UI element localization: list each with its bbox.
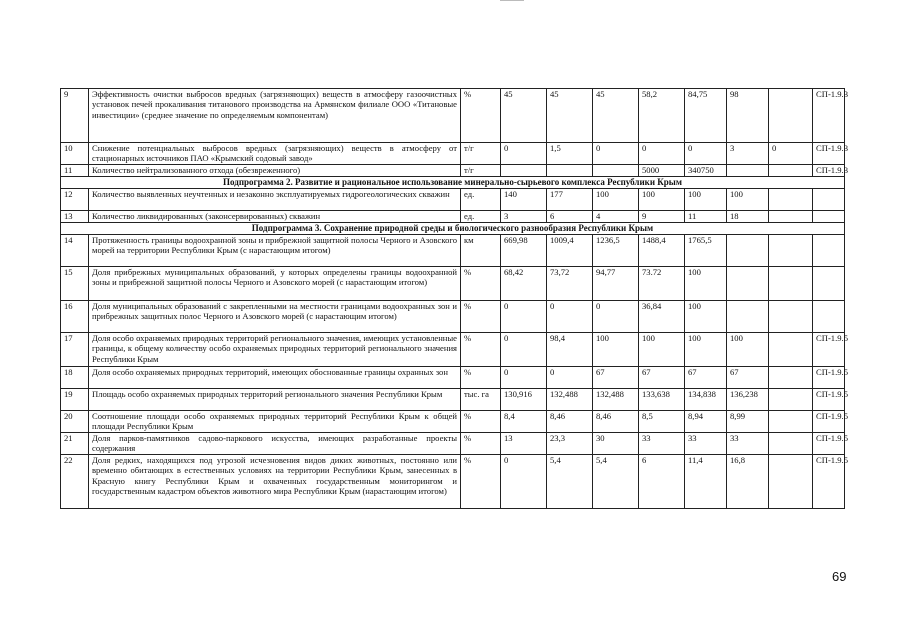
subprogram-title: Подпрограмма 2. Развитие и рациональное использование минерально-сырьевого комплекса Республики Крым bbox=[61, 176, 845, 188]
value-cell bbox=[769, 332, 813, 366]
value-cell: 100 bbox=[593, 332, 639, 366]
value-cell: 67 bbox=[685, 366, 727, 388]
row-number-cell: 22 bbox=[61, 454, 89, 508]
value-cell: 3 bbox=[501, 210, 547, 222]
table-row bbox=[61, 143, 845, 165]
table-row bbox=[61, 234, 845, 266]
value-cell: 30 bbox=[593, 432, 639, 454]
indicator-name-cell: Доля особо охраняемых природных территорий, имеющих обоснованные границы охранных зон bbox=[89, 366, 461, 388]
value-cell: 5000 bbox=[639, 164, 685, 176]
value-cell: 16,8 bbox=[727, 454, 769, 508]
value-cell bbox=[727, 266, 769, 300]
scan-mark bbox=[500, 0, 524, 1]
value-cell: 1009,4 bbox=[547, 234, 593, 266]
value-cell: 0 bbox=[639, 143, 685, 165]
value-cell: 0 bbox=[501, 143, 547, 165]
row-number-cell: 9 bbox=[61, 89, 89, 143]
value-cell bbox=[501, 164, 547, 176]
indicator-name-cell: Снижение потенциальных выбросов вредных (загрязняющих) веществ в атмосферу от стационарных источников ПАО «Крымский содовый завод» bbox=[89, 143, 461, 165]
value-cell: 0 bbox=[501, 332, 547, 366]
row-number-cell: 20 bbox=[61, 410, 89, 432]
value-cell: 132,488 bbox=[593, 388, 639, 410]
value-cell bbox=[769, 210, 813, 222]
reference-cell bbox=[813, 210, 845, 222]
subprogram-header-row bbox=[61, 176, 845, 188]
value-cell bbox=[769, 234, 813, 266]
value-cell: 140 bbox=[501, 188, 547, 210]
value-cell: 33 bbox=[727, 432, 769, 454]
value-cell: 0 bbox=[501, 454, 547, 508]
value-cell: 0 bbox=[593, 143, 639, 165]
table-row bbox=[61, 210, 845, 222]
value-cell: 0 bbox=[685, 143, 727, 165]
value-cell: 5,4 bbox=[593, 454, 639, 508]
value-cell: 132,488 bbox=[547, 388, 593, 410]
value-cell: 6 bbox=[639, 454, 685, 508]
table-row bbox=[61, 388, 845, 410]
value-cell: 133,638 bbox=[639, 388, 685, 410]
row-number-cell: 14 bbox=[61, 234, 89, 266]
unit-cell: % bbox=[461, 89, 501, 143]
value-cell: 58,2 bbox=[639, 89, 685, 143]
value-cell: 36,84 bbox=[639, 300, 685, 332]
value-cell: 98,4 bbox=[547, 332, 593, 366]
value-cell: 23,3 bbox=[547, 432, 593, 454]
value-cell: 18 bbox=[727, 210, 769, 222]
value-cell: 13 bbox=[501, 432, 547, 454]
row-number-cell: 18 bbox=[61, 366, 89, 388]
table-row bbox=[61, 300, 845, 332]
reference-cell: СП-1.9.5 bbox=[813, 454, 845, 508]
value-cell bbox=[769, 164, 813, 176]
table-row bbox=[61, 410, 845, 432]
reference-cell bbox=[813, 234, 845, 266]
value-cell: 100 bbox=[727, 188, 769, 210]
table-row bbox=[61, 366, 845, 388]
row-number-cell: 10 bbox=[61, 143, 89, 165]
subprogram-title: Подпрограмма 3. Сохранение природной среды и биологического разнообразия Республики Крым bbox=[61, 222, 845, 234]
unit-cell: % bbox=[461, 332, 501, 366]
unit-cell: % bbox=[461, 410, 501, 432]
subprogram-header-row bbox=[61, 222, 845, 234]
value-cell: 100 bbox=[727, 332, 769, 366]
value-cell bbox=[769, 410, 813, 432]
value-cell: 73,72 bbox=[547, 266, 593, 300]
value-cell: 669,98 bbox=[501, 234, 547, 266]
reference-cell: СП-1.9.3 bbox=[813, 164, 845, 176]
value-cell: 67 bbox=[639, 366, 685, 388]
value-cell: 84,75 bbox=[685, 89, 727, 143]
value-cell bbox=[769, 188, 813, 210]
value-cell: 45 bbox=[547, 89, 593, 143]
table-row bbox=[61, 188, 845, 210]
value-cell: 33 bbox=[685, 432, 727, 454]
unit-cell: т/г bbox=[461, 143, 501, 165]
reference-cell: СП-1.9.5 bbox=[813, 388, 845, 410]
row-number-cell: 17 bbox=[61, 332, 89, 366]
unit-cell: тыс. га bbox=[461, 388, 501, 410]
row-number-cell: 12 bbox=[61, 188, 89, 210]
reference-cell bbox=[813, 266, 845, 300]
indicator-name-cell: Доля парков-памятников садово-паркового искусства, имеющих разработанные проекты содержания bbox=[89, 432, 461, 454]
reference-cell: СП-1.9.3 bbox=[813, 143, 845, 165]
page-number: 69 bbox=[832, 569, 847, 584]
indicator-name-cell: Соотношение площади особо охраняемых природных территорий Республики Крым к общей площади Республики Крым bbox=[89, 410, 461, 432]
value-cell: 67 bbox=[593, 366, 639, 388]
unit-cell: ед. bbox=[461, 210, 501, 222]
value-cell: 11 bbox=[685, 210, 727, 222]
indicator-name-cell: Количество выявленных неучтенных и незаконно эксплуатируемых гидрогеологических скважин bbox=[89, 188, 461, 210]
indicators-table bbox=[60, 88, 848, 509]
row-number-cell: 11 bbox=[61, 164, 89, 176]
value-cell: 8,99 bbox=[727, 410, 769, 432]
value-cell: 177 bbox=[547, 188, 593, 210]
value-cell bbox=[727, 234, 769, 266]
value-cell: 8,46 bbox=[593, 410, 639, 432]
value-cell: 0 bbox=[501, 366, 547, 388]
value-cell: 11,4 bbox=[685, 454, 727, 508]
value-cell: 134,838 bbox=[685, 388, 727, 410]
table-row bbox=[61, 164, 845, 176]
value-cell: 67 bbox=[727, 366, 769, 388]
value-cell: 0 bbox=[593, 300, 639, 332]
indicator-name-cell: Доля прибрежных муниципальных образований, у которых определены границы водоохранной зоны и прибрежной защитной полосы Черного и Азовского морей (с нарастающим итогом) bbox=[89, 266, 461, 300]
value-cell: 0 bbox=[547, 366, 593, 388]
value-cell bbox=[769, 300, 813, 332]
reference-cell: СП-1.9.5 bbox=[813, 432, 845, 454]
value-cell: 45 bbox=[501, 89, 547, 143]
indicator-name-cell: Эффективность очистки выбросов вредных (загрязняющих) веществ в атмосферу газоочистных установок печей прокаливания титанового производства на Армянском филиале ООО «Титановые инвестиции» (среднее значение по определяемым компонентам) bbox=[89, 89, 461, 143]
reference-cell: СП-1.9.5 bbox=[813, 410, 845, 432]
row-number-cell: 21 bbox=[61, 432, 89, 454]
indicator-name-cell: Доля особо охраняемых природных территорий регионального значения, имеющих установленные границы, к общему количеству особо охраняемых природных территорий регионального значения Республики Крым bbox=[89, 332, 461, 366]
value-cell: 5,4 bbox=[547, 454, 593, 508]
value-cell: 33 bbox=[639, 432, 685, 454]
value-cell: 100 bbox=[639, 188, 685, 210]
value-cell: 100 bbox=[639, 332, 685, 366]
reference-cell bbox=[813, 300, 845, 332]
table-row bbox=[61, 89, 845, 143]
value-cell bbox=[547, 164, 593, 176]
indicator-name-cell: Доля муниципальных образований с закрепленными на местности границами водоохранных зон и прибрежных защитных полос Черного и Азовского морей (с нарастающим итогом) bbox=[89, 300, 461, 332]
value-cell: 100 bbox=[685, 332, 727, 366]
value-cell bbox=[727, 164, 769, 176]
value-cell: 98 bbox=[727, 89, 769, 143]
value-cell: 0 bbox=[769, 143, 813, 165]
value-cell: 8,46 bbox=[547, 410, 593, 432]
value-cell: 0 bbox=[547, 300, 593, 332]
value-cell: 9 bbox=[639, 210, 685, 222]
value-cell: 1236,5 bbox=[593, 234, 639, 266]
value-cell bbox=[769, 454, 813, 508]
unit-cell: км bbox=[461, 234, 501, 266]
row-number-cell: 19 bbox=[61, 388, 89, 410]
value-cell: 1,5 bbox=[547, 143, 593, 165]
value-cell: 100 bbox=[685, 266, 727, 300]
value-cell: 3 bbox=[727, 143, 769, 165]
value-cell bbox=[769, 388, 813, 410]
value-cell: 136,238 bbox=[727, 388, 769, 410]
unit-cell: % bbox=[461, 366, 501, 388]
value-cell: 4 bbox=[593, 210, 639, 222]
unit-cell: т/г bbox=[461, 164, 501, 176]
row-number-cell: 13 bbox=[61, 210, 89, 222]
reference-cell: СП-1.9.5 bbox=[813, 332, 845, 366]
value-cell: 8,4 bbox=[501, 410, 547, 432]
value-cell: 8,94 bbox=[685, 410, 727, 432]
indicator-name-cell: Количество ликвидированных (законсервированных) скважин bbox=[89, 210, 461, 222]
value-cell: 1765,5 bbox=[685, 234, 727, 266]
indicator-name-cell: Количество нейтрализованного отхода (обезвреженного) bbox=[89, 164, 461, 176]
unit-cell: % bbox=[461, 266, 501, 300]
indicators-table-sheet bbox=[60, 88, 848, 509]
indicator-name-cell: Площадь особо охраняемых природных территорий регионального значения Республики Крым bbox=[89, 388, 461, 410]
row-number-cell: 15 bbox=[61, 266, 89, 300]
value-cell: 68,42 bbox=[501, 266, 547, 300]
table-row bbox=[61, 454, 845, 508]
table-row bbox=[61, 332, 845, 366]
value-cell: 8,5 bbox=[639, 410, 685, 432]
value-cell: 100 bbox=[685, 300, 727, 332]
value-cell: 6 bbox=[547, 210, 593, 222]
row-number-cell: 16 bbox=[61, 300, 89, 332]
value-cell: 45 bbox=[593, 89, 639, 143]
reference-cell bbox=[813, 188, 845, 210]
table-row bbox=[61, 266, 845, 300]
value-cell: 100 bbox=[685, 188, 727, 210]
value-cell: 130,916 bbox=[501, 388, 547, 410]
value-cell: 73.72 bbox=[639, 266, 685, 300]
value-cell bbox=[769, 432, 813, 454]
unit-cell: % bbox=[461, 432, 501, 454]
indicator-name-cell: Доля редких, находящихся под угрозой исчезновения видов диких животных, постоянно или временно обитающих в естественных условиях на территории Республики Крым, занесенных в Красную книгу Республики Крым и охваченных государственным мониторингом и государственным кадастром объектов животного мира Республики Крым (нарастающим итогом) bbox=[89, 454, 461, 508]
value-cell: 340750 bbox=[685, 164, 727, 176]
value-cell bbox=[769, 266, 813, 300]
value-cell bbox=[769, 89, 813, 143]
value-cell: 94,77 bbox=[593, 266, 639, 300]
unit-cell: % bbox=[461, 454, 501, 508]
reference-cell: СП-1.9.3 bbox=[813, 89, 845, 143]
unit-cell: ед. bbox=[461, 188, 501, 210]
indicator-name-cell: Протяженность границы водоохранной зоны и прибрежной защитной полосы Черного и Азовского морей на территории Республики Крым (с нарастающим итогом) bbox=[89, 234, 461, 266]
table-row bbox=[61, 432, 845, 454]
value-cell bbox=[727, 300, 769, 332]
value-cell bbox=[593, 164, 639, 176]
unit-cell: % bbox=[461, 300, 501, 332]
reference-cell: СП-1.9.5 bbox=[813, 366, 845, 388]
value-cell: 0 bbox=[501, 300, 547, 332]
value-cell bbox=[769, 366, 813, 388]
table-body bbox=[61, 89, 848, 509]
value-cell: 1488,4 bbox=[639, 234, 685, 266]
value-cell: 100 bbox=[593, 188, 639, 210]
